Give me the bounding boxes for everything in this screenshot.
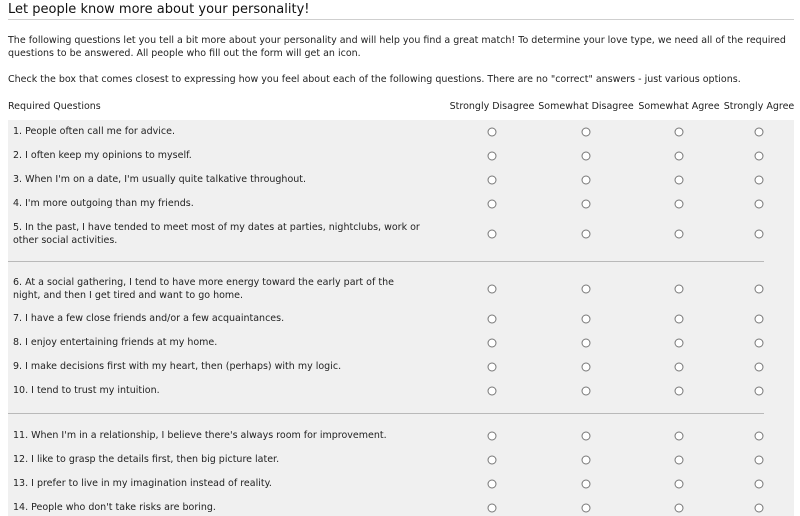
required-questions-header: Required Questions — [8, 101, 101, 112]
question-13-label: 13. I prefer to live in my imagination instead of reality. — [13, 478, 272, 489]
q5-strongly-agree-radio[interactable] — [755, 230, 764, 239]
question-3-label: 3. When I'm on a date, I'm usually quite talkative throughout. — [13, 174, 307, 185]
q14-strongly-disagree-radio[interactable] — [488, 504, 497, 513]
q12-somewhat-disagree-radio[interactable] — [582, 456, 591, 465]
q2-somewhat-disagree-radio[interactable] — [582, 152, 591, 161]
q14-strongly-agree-radio[interactable] — [755, 504, 764, 513]
question-6-label: 6. At a social gathering, I tend to have more energy toward the early part of the night, and then I get tired and want to go home. — [13, 277, 394, 301]
group-divider-2 — [8, 413, 764, 414]
question-7-label: 7. I have a few close friends and/or a few acquaintances. — [13, 313, 285, 324]
q3-somewhat-agree-radio[interactable] — [675, 176, 684, 185]
q9-strongly-agree-radio[interactable] — [755, 363, 764, 372]
q1-somewhat-agree-radio[interactable] — [675, 128, 684, 137]
q11-strongly-disagree-radio[interactable] — [488, 432, 497, 441]
q12-strongly-disagree-radio[interactable] — [488, 456, 497, 465]
q10-somewhat-disagree-radio[interactable] — [582, 387, 591, 396]
q7-strongly-disagree-radio[interactable] — [488, 315, 497, 324]
q4-somewhat-agree-radio[interactable] — [675, 200, 684, 209]
q13-strongly-agree-radio[interactable] — [755, 480, 764, 489]
q5-strongly-disagree-radio[interactable] — [488, 230, 497, 239]
q13-somewhat-agree-radio[interactable] — [675, 480, 684, 489]
header-strongly-agree: Strongly Agree — [723, 101, 795, 112]
q6-strongly-agree-radio[interactable] — [755, 285, 764, 294]
question-1-label: 1. People often call me for advice. — [13, 126, 176, 137]
q1-strongly-disagree-radio[interactable] — [488, 128, 497, 137]
q9-somewhat-agree-radio[interactable] — [675, 363, 684, 372]
question-12-label: 12. I like to grasp the details first, then big picture later. — [13, 454, 280, 465]
question-4-label: 4. I'm more outgoing than my friends. — [13, 198, 194, 209]
question-9-label: 9. I make decisions first with my heart, then (perhaps) with my logic. — [13, 361, 342, 372]
question-8-label: 8. I enjoy entertaining friends at my home. — [13, 337, 218, 348]
q12-strongly-agree-radio[interactable] — [755, 456, 764, 465]
q2-strongly-agree-radio[interactable] — [755, 152, 764, 161]
q14-somewhat-disagree-radio[interactable] — [582, 504, 591, 513]
q4-somewhat-disagree-radio[interactable] — [582, 200, 591, 209]
question-5-label: 5. In the past, I have tended to meet most of my dates at parties, nightclubs, work or other social activities. — [13, 222, 420, 246]
q6-somewhat-disagree-radio[interactable] — [582, 285, 591, 294]
q13-strongly-disagree-radio[interactable] — [488, 480, 497, 489]
header-somewhat-disagree: Somewhat Disagree — [538, 101, 634, 112]
intro-paragraph-1: The following questions let you tell a bit more about your personality and will help you find a great match! To determine your love type, we need all of the required questions to be answered. All people who fill out the form will get an icon. — [8, 35, 786, 59]
q4-strongly-agree-radio[interactable] — [755, 200, 764, 209]
q14-somewhat-agree-radio[interactable] — [675, 504, 684, 513]
q1-strongly-agree-radio[interactable] — [755, 128, 764, 137]
q2-somewhat-agree-radio[interactable] — [675, 152, 684, 161]
page-heading: Let people know more about your personality! — [8, 2, 310, 17]
intro-paragraph-2: Check the box that comes closest to expressing how you feel about each of the following questions. There are no "correct" answers - just various options. — [8, 74, 741, 85]
group-divider-1 — [8, 261, 764, 262]
q3-strongly-disagree-radio[interactable] — [488, 176, 497, 185]
question-14-label: 14. People who don't take risks are boring. — [13, 502, 216, 513]
q6-somewhat-agree-radio[interactable] — [675, 285, 684, 294]
q12-somewhat-agree-radio[interactable] — [675, 456, 684, 465]
header-somewhat-agree: Somewhat Agree — [638, 101, 720, 112]
q11-strongly-agree-radio[interactable] — [755, 432, 764, 441]
q13-somewhat-disagree-radio[interactable] — [582, 480, 591, 489]
q7-somewhat-disagree-radio[interactable] — [582, 315, 591, 324]
q4-strongly-disagree-radio[interactable] — [488, 200, 497, 209]
header-strongly-disagree: Strongly Disagree — [449, 101, 535, 112]
q1-somewhat-disagree-radio[interactable] — [582, 128, 591, 137]
q5-somewhat-agree-radio[interactable] — [675, 230, 684, 239]
q8-somewhat-agree-radio[interactable] — [675, 339, 684, 348]
question-10-label: 10. I tend to trust my intuition. — [13, 385, 160, 396]
q9-strongly-disagree-radio[interactable] — [488, 363, 497, 372]
question-2-label: 2. I often keep my opinions to myself. — [13, 150, 192, 161]
q11-somewhat-disagree-radio[interactable] — [582, 432, 591, 441]
q2-strongly-disagree-radio[interactable] — [488, 152, 497, 161]
q3-strongly-agree-radio[interactable] — [755, 176, 764, 185]
q10-strongly-disagree-radio[interactable] — [488, 387, 497, 396]
q11-somewhat-agree-radio[interactable] — [675, 432, 684, 441]
q7-strongly-agree-radio[interactable] — [755, 315, 764, 324]
q5-somewhat-disagree-radio[interactable] — [582, 230, 591, 239]
q10-strongly-agree-radio[interactable] — [755, 387, 764, 396]
q9-somewhat-disagree-radio[interactable] — [582, 363, 591, 372]
q8-strongly-disagree-radio[interactable] — [488, 339, 497, 348]
q10-somewhat-agree-radio[interactable] — [675, 387, 684, 396]
q3-somewhat-disagree-radio[interactable] — [582, 176, 591, 185]
heading-divider — [8, 19, 794, 20]
q8-strongly-agree-radio[interactable] — [755, 339, 764, 348]
q6-strongly-disagree-radio[interactable] — [488, 285, 497, 294]
q8-somewhat-disagree-radio[interactable] — [582, 339, 591, 348]
q7-somewhat-agree-radio[interactable] — [675, 315, 684, 324]
question-11-label: 11. When I'm in a relationship, I believe there's always room for improvement. — [13, 430, 387, 441]
